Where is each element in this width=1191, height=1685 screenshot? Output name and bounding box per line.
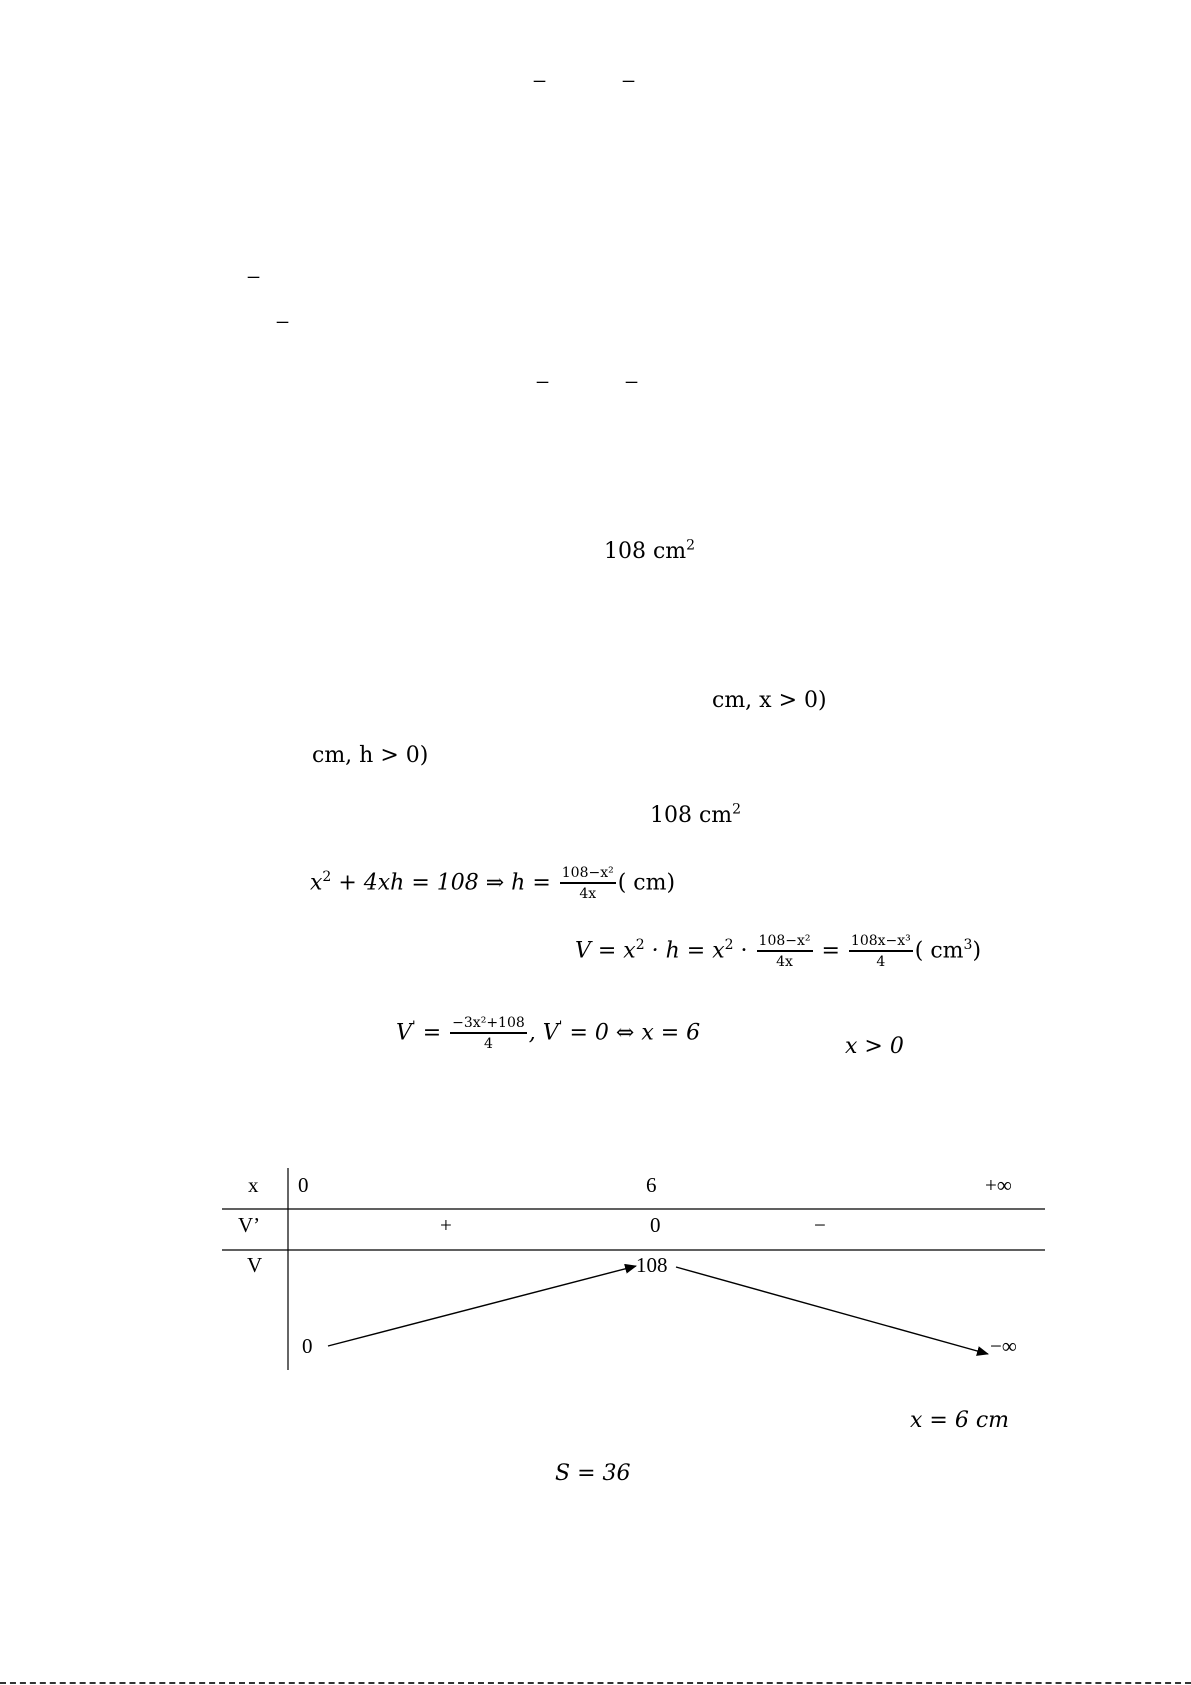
height-equation: $x^2 + 4xh = 108$ ⇒ h = $\frac{\text{108−x²}}{4x}$ ( cm): [310, 865, 676, 902]
h-definition: cm, h > 0): [312, 743, 429, 768]
row-label-v: V: [247, 1253, 263, 1277]
dash-mark: _: [537, 362, 549, 384]
increasing-arrow: [328, 1266, 636, 1346]
dash-mark: _: [534, 61, 546, 83]
fraction: $\frac{\text{108−x²}}{4x}$: [561, 865, 614, 902]
volume-equation: $V = x^2 \cdot h = x^2$ · $\frac{\text{108−x²}}{4x}$ = $\frac{\text{108x−x³}}{4}$ ( $cm^3$): [575, 933, 982, 970]
domain-condition: x > 0: [845, 1034, 904, 1059]
decreasing-arrow: [676, 1267, 988, 1354]
dash-mark: _: [248, 257, 260, 279]
fraction: $\frac{\text{108−x²}}{4x}$: [758, 933, 811, 970]
page-bottom-rule: [0, 1682, 1191, 1684]
derivative-equation: V' = $\frac{\text{−3x²+108}}{4}$ , V' = 0 ⇔ x = 6: [396, 1015, 701, 1052]
area-value: 108 $cm^2$: [604, 537, 696, 564]
fraction: $\frac{\text{108x−x³}}{4}$: [850, 933, 911, 970]
dash-mark: _: [623, 61, 635, 83]
derivative-sign: −: [814, 1213, 826, 1237]
x-value: 6: [646, 1173, 657, 1197]
x-value: 0: [298, 1173, 309, 1197]
x-definition: cm, x > 0): [712, 688, 827, 713]
v-value-peak: 108: [636, 1253, 668, 1277]
dash-mark: _: [277, 302, 289, 324]
row-label-derivative: V’: [238, 1213, 261, 1237]
area-result: S = 36: [555, 1461, 631, 1486]
v-value-start: 0: [302, 1334, 313, 1358]
derivative-sign: +: [440, 1213, 452, 1237]
area-value: 108 $cm^2$: [650, 801, 742, 828]
x-value: +∞: [985, 1173, 1012, 1197]
derivative-sign: 0: [650, 1213, 661, 1237]
row-label-x: x: [248, 1173, 259, 1197]
v-value-end: −∞: [990, 1334, 1017, 1358]
fraction: $\frac{\text{−3x²+108}}{4}$: [452, 1015, 525, 1052]
dash-mark: _: [626, 362, 638, 384]
x-result: x = 6 cm: [910, 1408, 1009, 1433]
